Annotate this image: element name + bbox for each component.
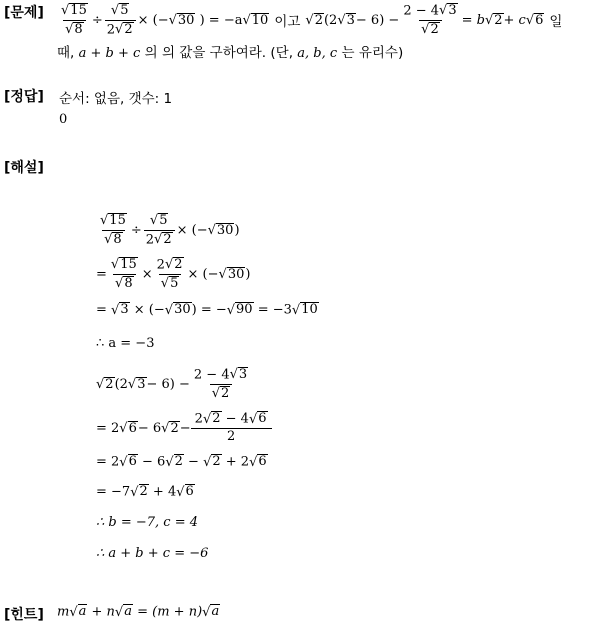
solution-line9 (96, 515, 198, 530)
sol2-rad: 30 (227, 266, 245, 282)
sol8-r1: 2 (139, 484, 148, 499)
problem-connector2: 일 (549, 14, 563, 30)
hint-plus-n: + n (87, 604, 115, 620)
sol3-mid2: ) = − (191, 302, 227, 318)
problem-frac1-den: 8 (74, 21, 83, 37)
sol1-tail: × (− (176, 222, 208, 238)
sol6-den: 2 (191, 428, 272, 444)
problem-times: × (− (137, 12, 169, 28)
sol7-r4: 6 (258, 454, 267, 469)
sol2-den1: 8 (124, 275, 133, 291)
sol2-num2-coef: 2 (156, 257, 165, 273)
hint-label: [힌트] (4, 607, 44, 623)
sol3-mid3: = −3 (257, 302, 292, 318)
hint-formula: m √ a + n √ a = (m + n) √ a (57, 604, 220, 620)
sol2-close: ) (245, 266, 251, 282)
hint-eq: = (m + n) (132, 604, 203, 620)
problem-frac3: 2 − 4 √ 3 √ 2 (403, 2, 457, 38)
sol5-num-r: 3 (238, 366, 248, 382)
sol8-r2: 6 (185, 484, 194, 499)
sol7-mid: − 6 (137, 454, 166, 470)
sol6-eq: = 2 (96, 420, 120, 436)
problem-rad3: 3 (346, 12, 355, 28)
sol6-r1: 6 (128, 420, 137, 436)
solution-line2: = √ 15 √ 8 × 2 √ 2 √ 5 × (− √ 30 ) (96, 256, 251, 292)
solution-line8: = −7 √ 2 + 4 √ 6 (96, 484, 194, 500)
problem-minus6: − 6) − (355, 12, 400, 28)
sol2-eq: = (96, 266, 107, 282)
sol8-eq: = −7 (96, 484, 131, 500)
sol1-den1: 8 (113, 231, 122, 247)
sol7-r2: 2 (174, 454, 183, 469)
problem-frac2-den-coef: 2 (106, 22, 116, 38)
problem-frac2-num: 5 (120, 2, 129, 18)
solution-line10 (96, 546, 208, 561)
sol6-num-b: − 4 (221, 412, 249, 428)
sol6-r2: 2 (170, 420, 179, 436)
sol1-div: ÷ (130, 222, 142, 238)
sol7-r3: 2 (212, 454, 221, 469)
sol3-mid: × (− (133, 302, 165, 318)
problem-frac1-num: 15 (70, 2, 87, 18)
sol6-num-r2: 6 (258, 411, 267, 427)
hint-a1: a (78, 604, 87, 619)
problem-frac2: √ 5 2 √ 2 (105, 3, 136, 38)
solution-line5: √ 2 (2 √ 3 − 6) − 2 − 4 √ 3 √ 2 (96, 366, 248, 402)
problem-eq-a: ) = −a (199, 12, 243, 28)
sol2-times: × (141, 266, 153, 282)
problem-rad30: 30 (177, 12, 195, 28)
sol1-den2-rad: 2 (163, 231, 172, 247)
problem-connector1: 이고 (274, 14, 301, 30)
problem-eq-b: = b (461, 12, 485, 28)
sol2-den2: 5 (170, 275, 179, 291)
sol2-tail: × (− (187, 266, 219, 282)
sol1-den2-coef: 2 (145, 232, 155, 248)
problem-frac3-den: 2 (430, 21, 439, 37)
problem-line2 (57, 41, 403, 61)
problem-line2-math: a + b + c (78, 46, 141, 61)
sol1-num2: 5 (159, 212, 168, 228)
problem-rad10: 10 (251, 12, 269, 28)
problem-rad2b: 2 (494, 12, 503, 28)
sol7-mid2: − (183, 454, 204, 470)
hint-a3: a (211, 604, 220, 619)
sol10-text: ∴ a + b + c = −6 (96, 546, 209, 561)
sol3-r4: 10 (301, 302, 318, 317)
problem-line2-vars: a, b, c (297, 46, 338, 61)
hint-a2: a (124, 604, 132, 619)
sol3-r3: 90 (236, 302, 253, 317)
solution-line6: = 2 √ 6 − 6 √ 2 − 2 √ 2 − 4 √ 6 2 (96, 406, 272, 450)
sol1-rad: 30 (216, 222, 234, 238)
problem-frac1: √ 15 √ 8 (61, 2, 87, 38)
solution-line7: = 2 √ 6 − 6 √ 2 − √ 2 + 2 √ 6 (96, 454, 267, 470)
problem-frac2-den-rad: 2 (124, 21, 133, 37)
sol3-r1: 3 (120, 302, 129, 317)
solution-label: [해설] (4, 160, 44, 176)
sol6-mid2: − (179, 420, 191, 436)
sol8-mid: + 4 (148, 484, 177, 500)
sol7-eq: = 2 (96, 454, 120, 470)
answer-line1: 순서: 없음, 갯수: 1 (59, 91, 173, 107)
sol5-r1: 2 (105, 376, 114, 392)
problem-frac3-num-rad: 3 (448, 2, 457, 18)
sol6-num-a: 2 (194, 412, 203, 428)
sol2-num2-rad: 2 (174, 256, 183, 272)
sol6-mid: − 6 (137, 420, 162, 436)
problem-frac3-num-a: 2 − 4 (403, 3, 440, 19)
sol1-close: ) (234, 222, 240, 238)
sol5-mid: (2 (114, 376, 128, 392)
problem-equation: √ 15 √ 8 ÷ √ 5 2 √ 2 × (− √ 30 ) = −a √ 10 이고 √ 2 (2 √ 3 − 6) − 2 − 4 √ 3 √ 2 = b √ 2 + c √ 6 일 (61, 2, 563, 38)
problem-plus-c: + c (503, 12, 526, 28)
sol3-r2: 30 (174, 302, 191, 317)
solution-line3: = √ 3 × (− √ 30 ) = − √ 90 = −3 √ 10 (96, 302, 318, 318)
problem-rad2a: 2 (314, 12, 323, 28)
hint-m: m (57, 604, 70, 620)
problem-label: [문제] (4, 5, 44, 21)
problem-line2-end: 는 유리수) (341, 45, 404, 61)
problem-line2-prefix: 때, (57, 45, 75, 61)
sol7-r1: 6 (128, 454, 137, 469)
sol6-num-r1: 2 (212, 411, 221, 427)
sol3-eq: = (96, 302, 107, 318)
sol2-num1: 15 (120, 256, 137, 272)
answer-label: [정답] (4, 89, 44, 105)
sol7-mid3: + 2 (221, 454, 250, 470)
problem-line2-suffix: 의 의 값을 구하여라. (단, (144, 45, 293, 61)
problem-rad6: 6 (535, 12, 544, 28)
sol5-mid2: − 6) − (146, 376, 190, 392)
sol5-den-r: 2 (221, 385, 230, 401)
sol9-text: ∴ b = −7, c = 4 (96, 515, 199, 530)
answer-line2: 0 (59, 112, 68, 127)
solution-line4: ∴ a = −3 (96, 336, 155, 351)
problem-div: ÷ (91, 12, 103, 28)
sol5-r2: 3 (137, 376, 146, 392)
problem-paren: (2 (323, 12, 338, 28)
solution-line1: √ 15 √ 8 ÷ √ 5 2 √ 2 × (− √ 30 ) (100, 212, 240, 248)
sol1-num1: 15 (109, 212, 126, 228)
sol5-num-a: 2 − 4 (193, 367, 230, 383)
